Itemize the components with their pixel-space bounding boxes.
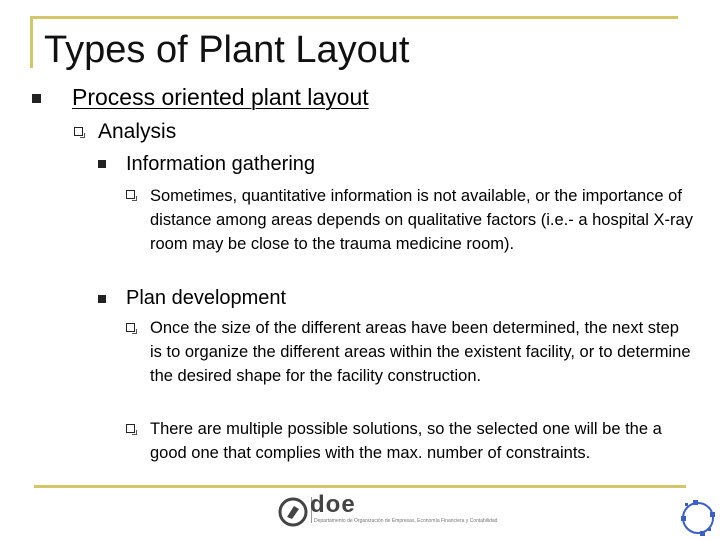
level1-item: Process oriented plant layout (72, 84, 369, 110)
bullet-square-icon (98, 295, 106, 303)
section-point: There are multiple possible solutions, so the selected one will be the a good one that complies with the max. number of constraints. (150, 420, 662, 462)
section-point: Sometimes, quantitative information is not available, or the importance of distance among areas depends on qualitative factors (i.e.- a hospital X-ray room may be close to the trauma medicine room). (150, 187, 693, 253)
logo-mark-icon (278, 497, 308, 527)
bullet-square-icon (32, 94, 41, 103)
bullet-hollow-square-icon (126, 424, 135, 433)
section-point: Once the size of the different areas have been determined, the next step is to organize the different areas within the existent facility, or to determine the desired shape for the facility construction. (150, 319, 691, 385)
bullet-hollow-square-icon (74, 127, 83, 136)
title-frame-top (30, 16, 678, 19)
logo-text: doe (310, 491, 356, 518)
slide-title: Types of Plant Layout (44, 29, 410, 71)
bullet-square-icon (98, 160, 106, 168)
logo-caption: Departamento de Organización de Empresas, Economía Financiera y Contabilidad (314, 518, 498, 524)
section-heading: Plan development (126, 287, 287, 309)
bullet-hollow-square-icon (126, 323, 135, 332)
title-frame-left (30, 16, 33, 68)
decorative-circle-icon (674, 494, 720, 540)
department-logo (278, 491, 518, 529)
level2-item: Analysis (98, 120, 177, 143)
bullet-hollow-square-icon (126, 190, 135, 199)
section-heading: Information gathering (126, 153, 316, 175)
footer-divider (34, 485, 686, 488)
